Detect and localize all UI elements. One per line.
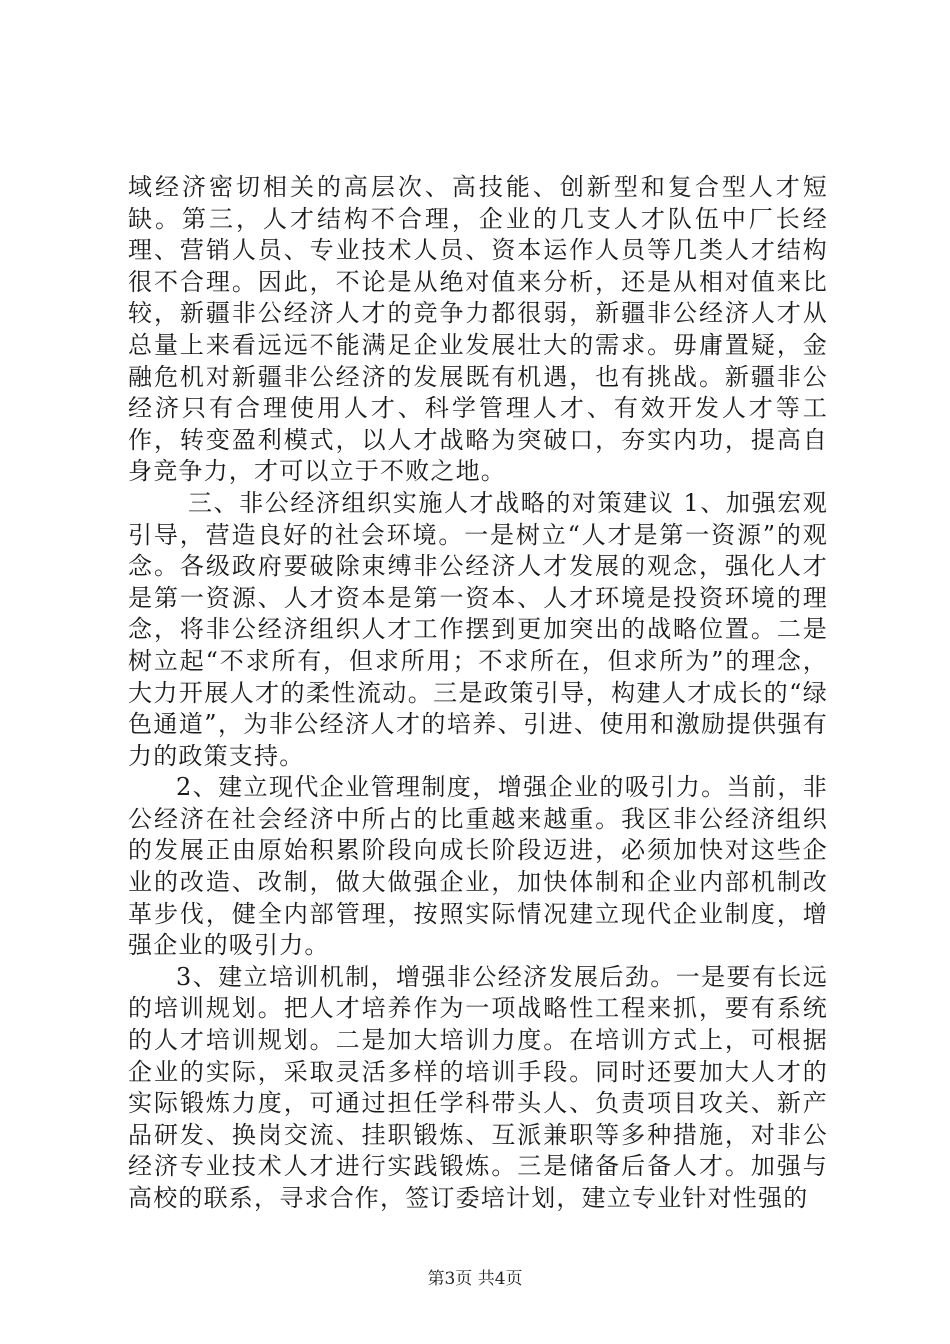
paragraph-2: 三、非公经济组织实施人才战略的对策建议 1、加强宏观引导，营造良好的社会环境。一是树立“人才是第一资源”的观念。各级政府要破除束缚非公经济人才发展的观念，强化人才是第一资源、人才资本是第一资本、人才环境是投资环境的理念，将非公经济组织人才工作摆到更加突出的战略位置。二是树立起“不求所有，但求所用；不求所在，但求所为”的理念，大力开展人才的柔性流动。三是政策引导，构建人才成长的“绿色通道”，为非公经济人才的培养、引进、使用和激励提供强有力的政策支持。: [128, 488, 828, 770]
paragraph-1: 域经济密切相关的高层次、高技能、创新型和复合型人才短缺。第三，人才结构不合理，企业的几支人才队伍中厂长经理、营销人员、专业技术人员、资本运作人员等几类人才结构很不合理。因此，不论是从绝对值来分析，还是从相对值来比较，新疆非公经济人才的竞争力都很弱，新疆非公经济人才从总量上来看远远不能满足企业发展壮大的需求。毋庸置疑，金融危机对新疆非公经济的发展既有机遇，也有挑战。新疆非公经济只有合理使用人才、科学管理人才、有效开发人才等工作，转变盈利模式，以人才战略为突破口，夯实内功，提高自身竞争力，才可以立于不败之地。: [128, 173, 828, 486]
paragraph-3: 2、建立现代企业管理制度，增强企业的吸引力。当前，非公经济在社会经济中所占的比重越来越重。我区非公经济组织的发展正由原始积累阶段向成长阶段迈进，必须加快对这些企业的改造、改制，做大做强企业，加快体制和企业内部机制改革步伐，健全内部管理，按照实际情况建立现代企业制度，增强企业的吸引力。: [128, 773, 828, 960]
document-body: [128, 172, 828, 1215]
page-footer: 第3页 共4页: [427, 1269, 523, 1289]
paragraph-4: 3、建立培训机制，增强非公经济发展后劲。一是要有长远的培训规划。把人才培养作为一项战略性工程来抓，要有系统的人才培训规划。二是加大培训力度。在培训方式上，可根据企业的实际，采取灵活多样的培训手段。同时还要加大人才的实际锻炼力度，可通过担任学科带头人、负责项目攻关、新产品研发、换岗交流、挂职锻炼、互派兼职等多种措施，对非公经济专业技术人才进行实践锻炼。三是储备后备人才。加强与高校的联系，寻求合作，签订委培计划，建立专业针对性强的: [128, 962, 828, 1212]
